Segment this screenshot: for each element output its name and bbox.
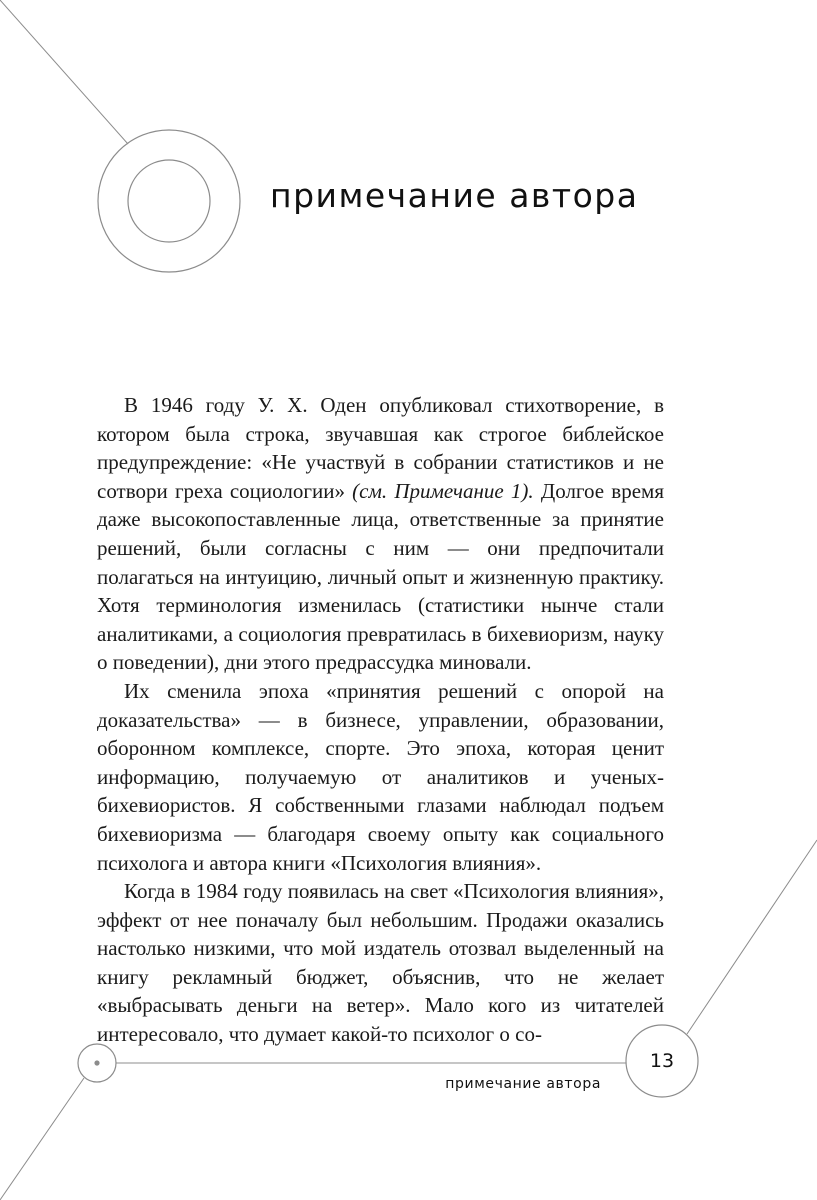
outer-ring-icon bbox=[98, 130, 240, 272]
footer-dot-icon bbox=[94, 1060, 99, 1065]
diagonal-line-top-left bbox=[0, 0, 128, 144]
footnote-reference: (см. Примечание 1). bbox=[352, 478, 534, 503]
page-number: 13 bbox=[649, 1050, 675, 1072]
running-head: примечание автора bbox=[445, 1076, 601, 1092]
inner-ring-icon bbox=[128, 160, 210, 242]
paragraph-2: Их сменила эпоха «принятия решений с опорой на доказательства» — в бизнесе, управлении, образовании, оборонном комплексе, спорте. Это эпоха, которая ценит информацию, получаемую от аналитиков и ученых-бихевиористов. Я собственными глазами наблюдал подъем бихевиоризма — благодаря своему опыту как социального психолога и автора книги «Психология влияния». bbox=[97, 678, 664, 875]
diagonal-line-right bbox=[687, 840, 817, 1034]
paragraph-1-text-start: В 1946 году У. Х. Оден опубликовал стихотворение, в котором была строка, звучавшая как строгое библейское предупреждение: «Не участвуй в собрании статистиков и не сотвори греха социологии» bbox=[97, 393, 664, 503]
paragraph-1 bbox=[97, 391, 664, 677]
body-text bbox=[97, 391, 664, 1049]
paragraph-1-text-end: Долгое время даже высокопоставленные лица, ответственные за принятие решений, были согласны с ним — они предпочитали полагаться на интуицию, личный опыт и жизненную практику. Хотя терминология изменилась (статистики нынче стали аналитиками, а социология превратилась в бихевиоризм, науку о поведении), дни этого предрассудка миновали. bbox=[97, 478, 664, 675]
diagonal-line-bottom-left bbox=[0, 1078, 84, 1200]
paragraph-3: Когда в 1984 году появилась на свет «Психология влияния», эффект от нее поначалу был небольшим. Продажи оказались настолько низкими, что мой издатель отозвал выделенный на книгу рекламный бюджет, объяснив, что не желает «выбрасывать деньги на ветер». Мало кого из читателей интересовало, что думает какой-то психолог о со- bbox=[97, 879, 664, 1047]
chapter-title: примечание автора bbox=[270, 176, 639, 215]
